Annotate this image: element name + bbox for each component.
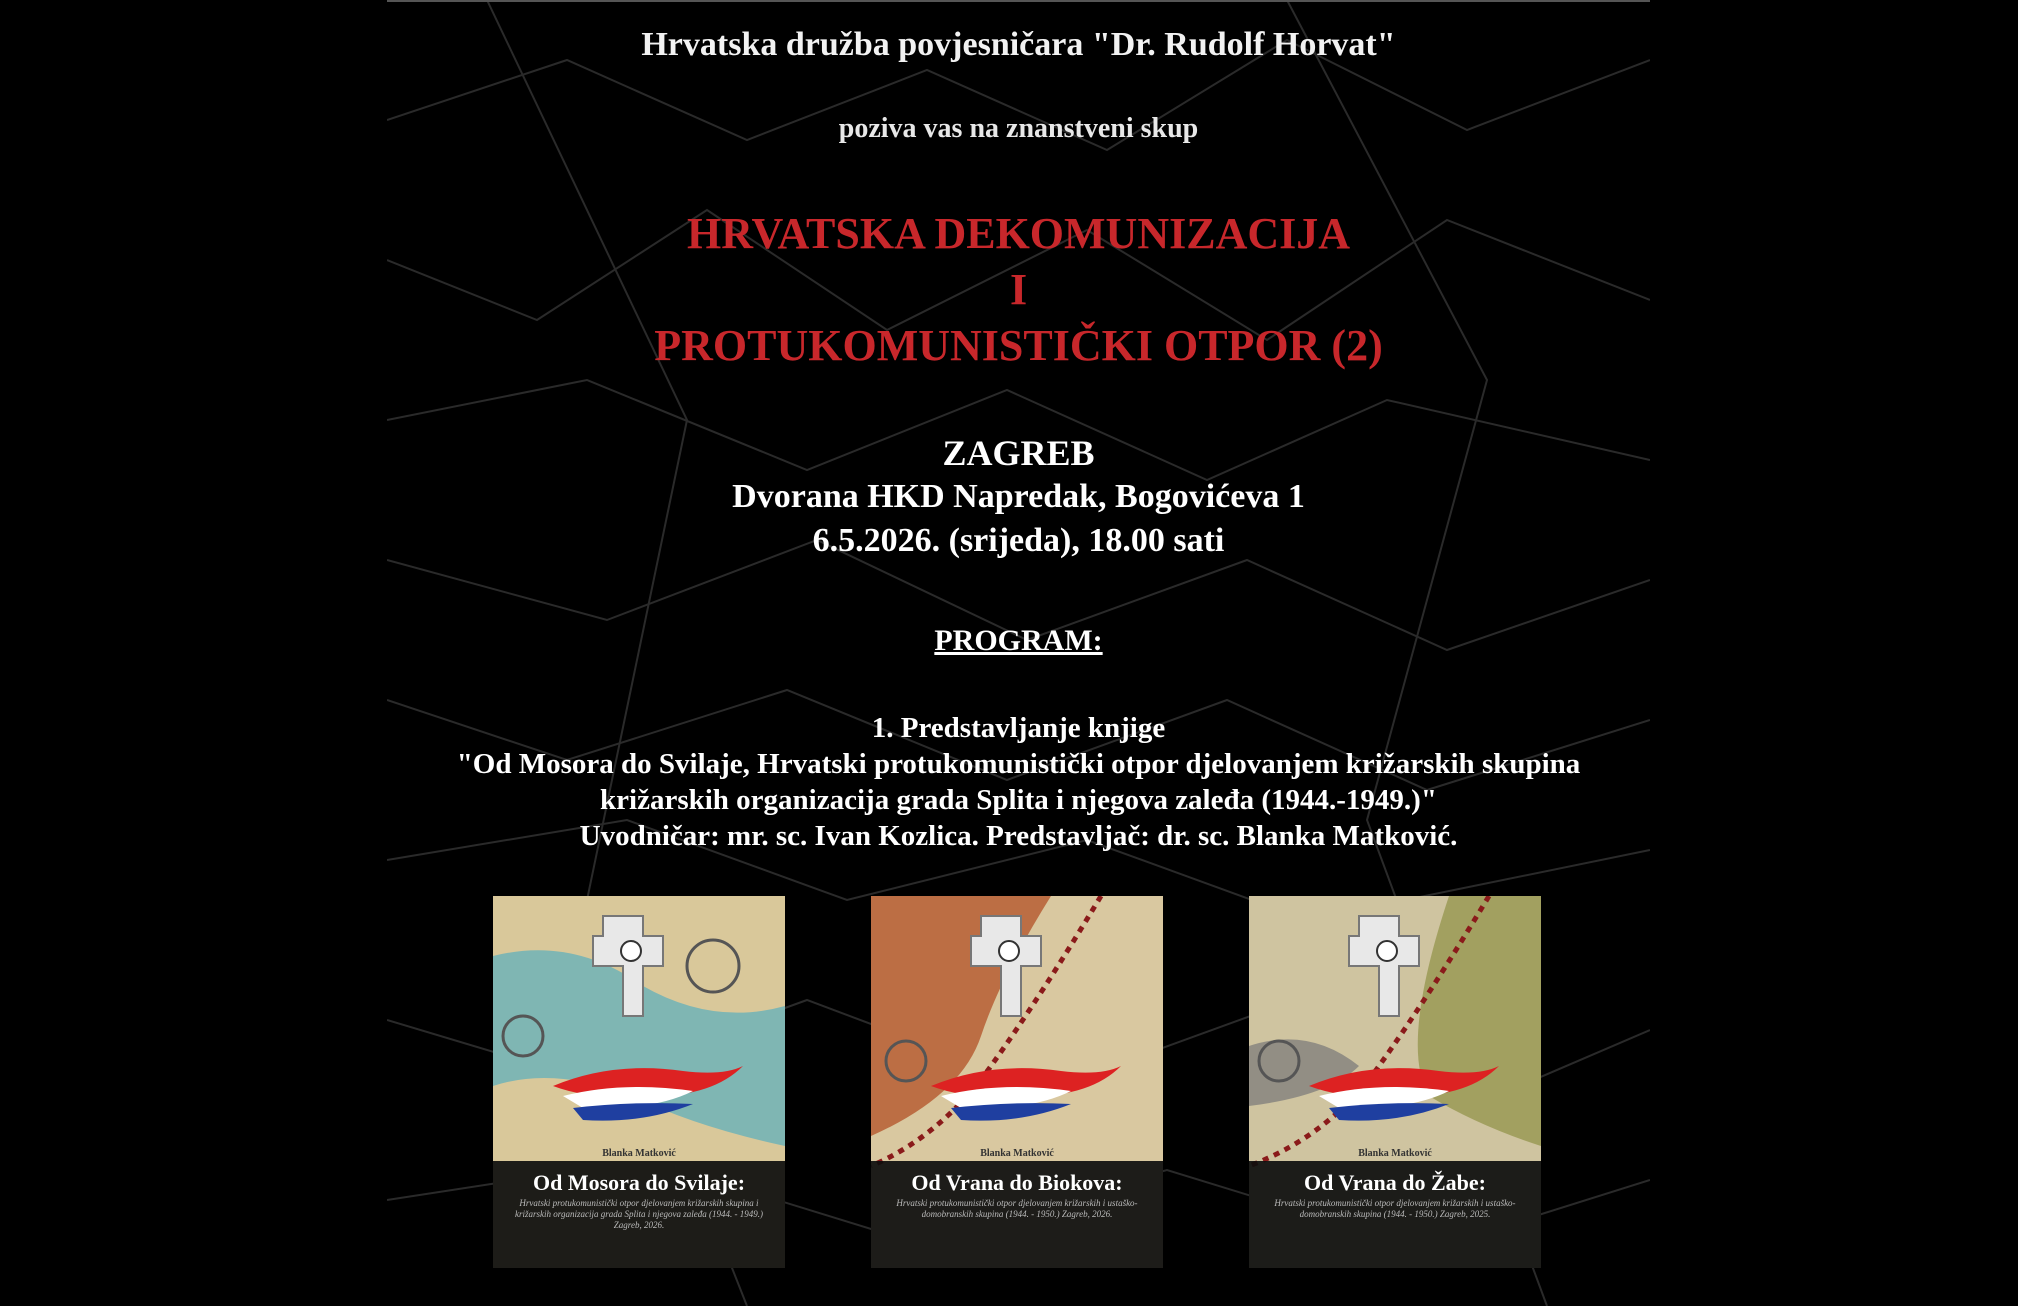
event-city: ZAGREB: [942, 433, 1095, 473]
book-cover-vrana-zabe: [1249, 896, 1541, 1268]
invitation-text: poziva vas na znanstveni skup: [838, 113, 1199, 144]
program-item-line-3: križarskih organizacija grada Splita i njegova zaleđa (1944.-1949.)": [600, 784, 1437, 816]
event-title-line-1: HRVATSKA DEKOMUNIZACIJA: [686, 209, 1351, 258]
invitation-poster: [387, 0, 1650, 1306]
book-title: Od Vrana do Žabe:: [1304, 1170, 1486, 1195]
event-title-line-2: I: [1009, 265, 1028, 314]
book-author: Blanka Matković: [980, 1148, 1054, 1159]
book-cover-mosor-svilaja: [493, 896, 785, 1268]
book-cover-vrana-biokova: [871, 896, 1163, 1268]
book-subtitle: Hrvatski protukomunistički otpor djelovanjem križarskih skupina i križarskih organizacija grada Splita i njegova zaleđa (1944. - 1949.) Zagreb, 2026.: [515, 1198, 763, 1230]
book-subtitle: Hrvatski protukomunistički otpor djelovanjem križarskih i ustaško-domobranskih skupina (1944. - 1950.) Zagreb, 2025.: [1274, 1198, 1516, 1219]
program-item-line-1: 1. Predstavljanje knjige: [871, 712, 1166, 744]
program-item-line-2: "Od Mosora do Svilaje, Hrvatski protukomunistički otpor djelovanjem križarskih skupina: [456, 748, 1581, 780]
book-author: Blanka Matković: [602, 1148, 676, 1159]
organization-name: Hrvatska družba povjesničara "Dr. Rudolf Horvat": [641, 26, 1396, 63]
book-title: Od Vrana do Biokova:: [911, 1170, 1123, 1195]
program-item-line-4: Uvodničar: mr. sc. Ivan Kozlica. Predstavljač: dr. sc. Blanka Matković.: [579, 820, 1458, 852]
program-heading: PROGRAM:: [934, 624, 1103, 657]
event-venue: Dvorana HKD Napredak, Bogovićeva 1: [732, 478, 1305, 515]
top-divider: [387, 0, 1650, 2]
book-title: Od Mosora do Svilaje:: [532, 1170, 746, 1195]
book-author: Blanka Matković: [1358, 1148, 1432, 1159]
event-title-line-3: PROTUKOMUNISTIČKI OTPOR (2): [654, 321, 1383, 370]
event-datetime: 6.5.2026. (srijeda), 18.00 sati: [812, 522, 1225, 559]
book-subtitle: Hrvatski protukomunistički otpor djelovanjem križarskih i ustaško-domobranskih skupina (1944. - 1950.) Zagreb, 2026.: [896, 1198, 1138, 1219]
